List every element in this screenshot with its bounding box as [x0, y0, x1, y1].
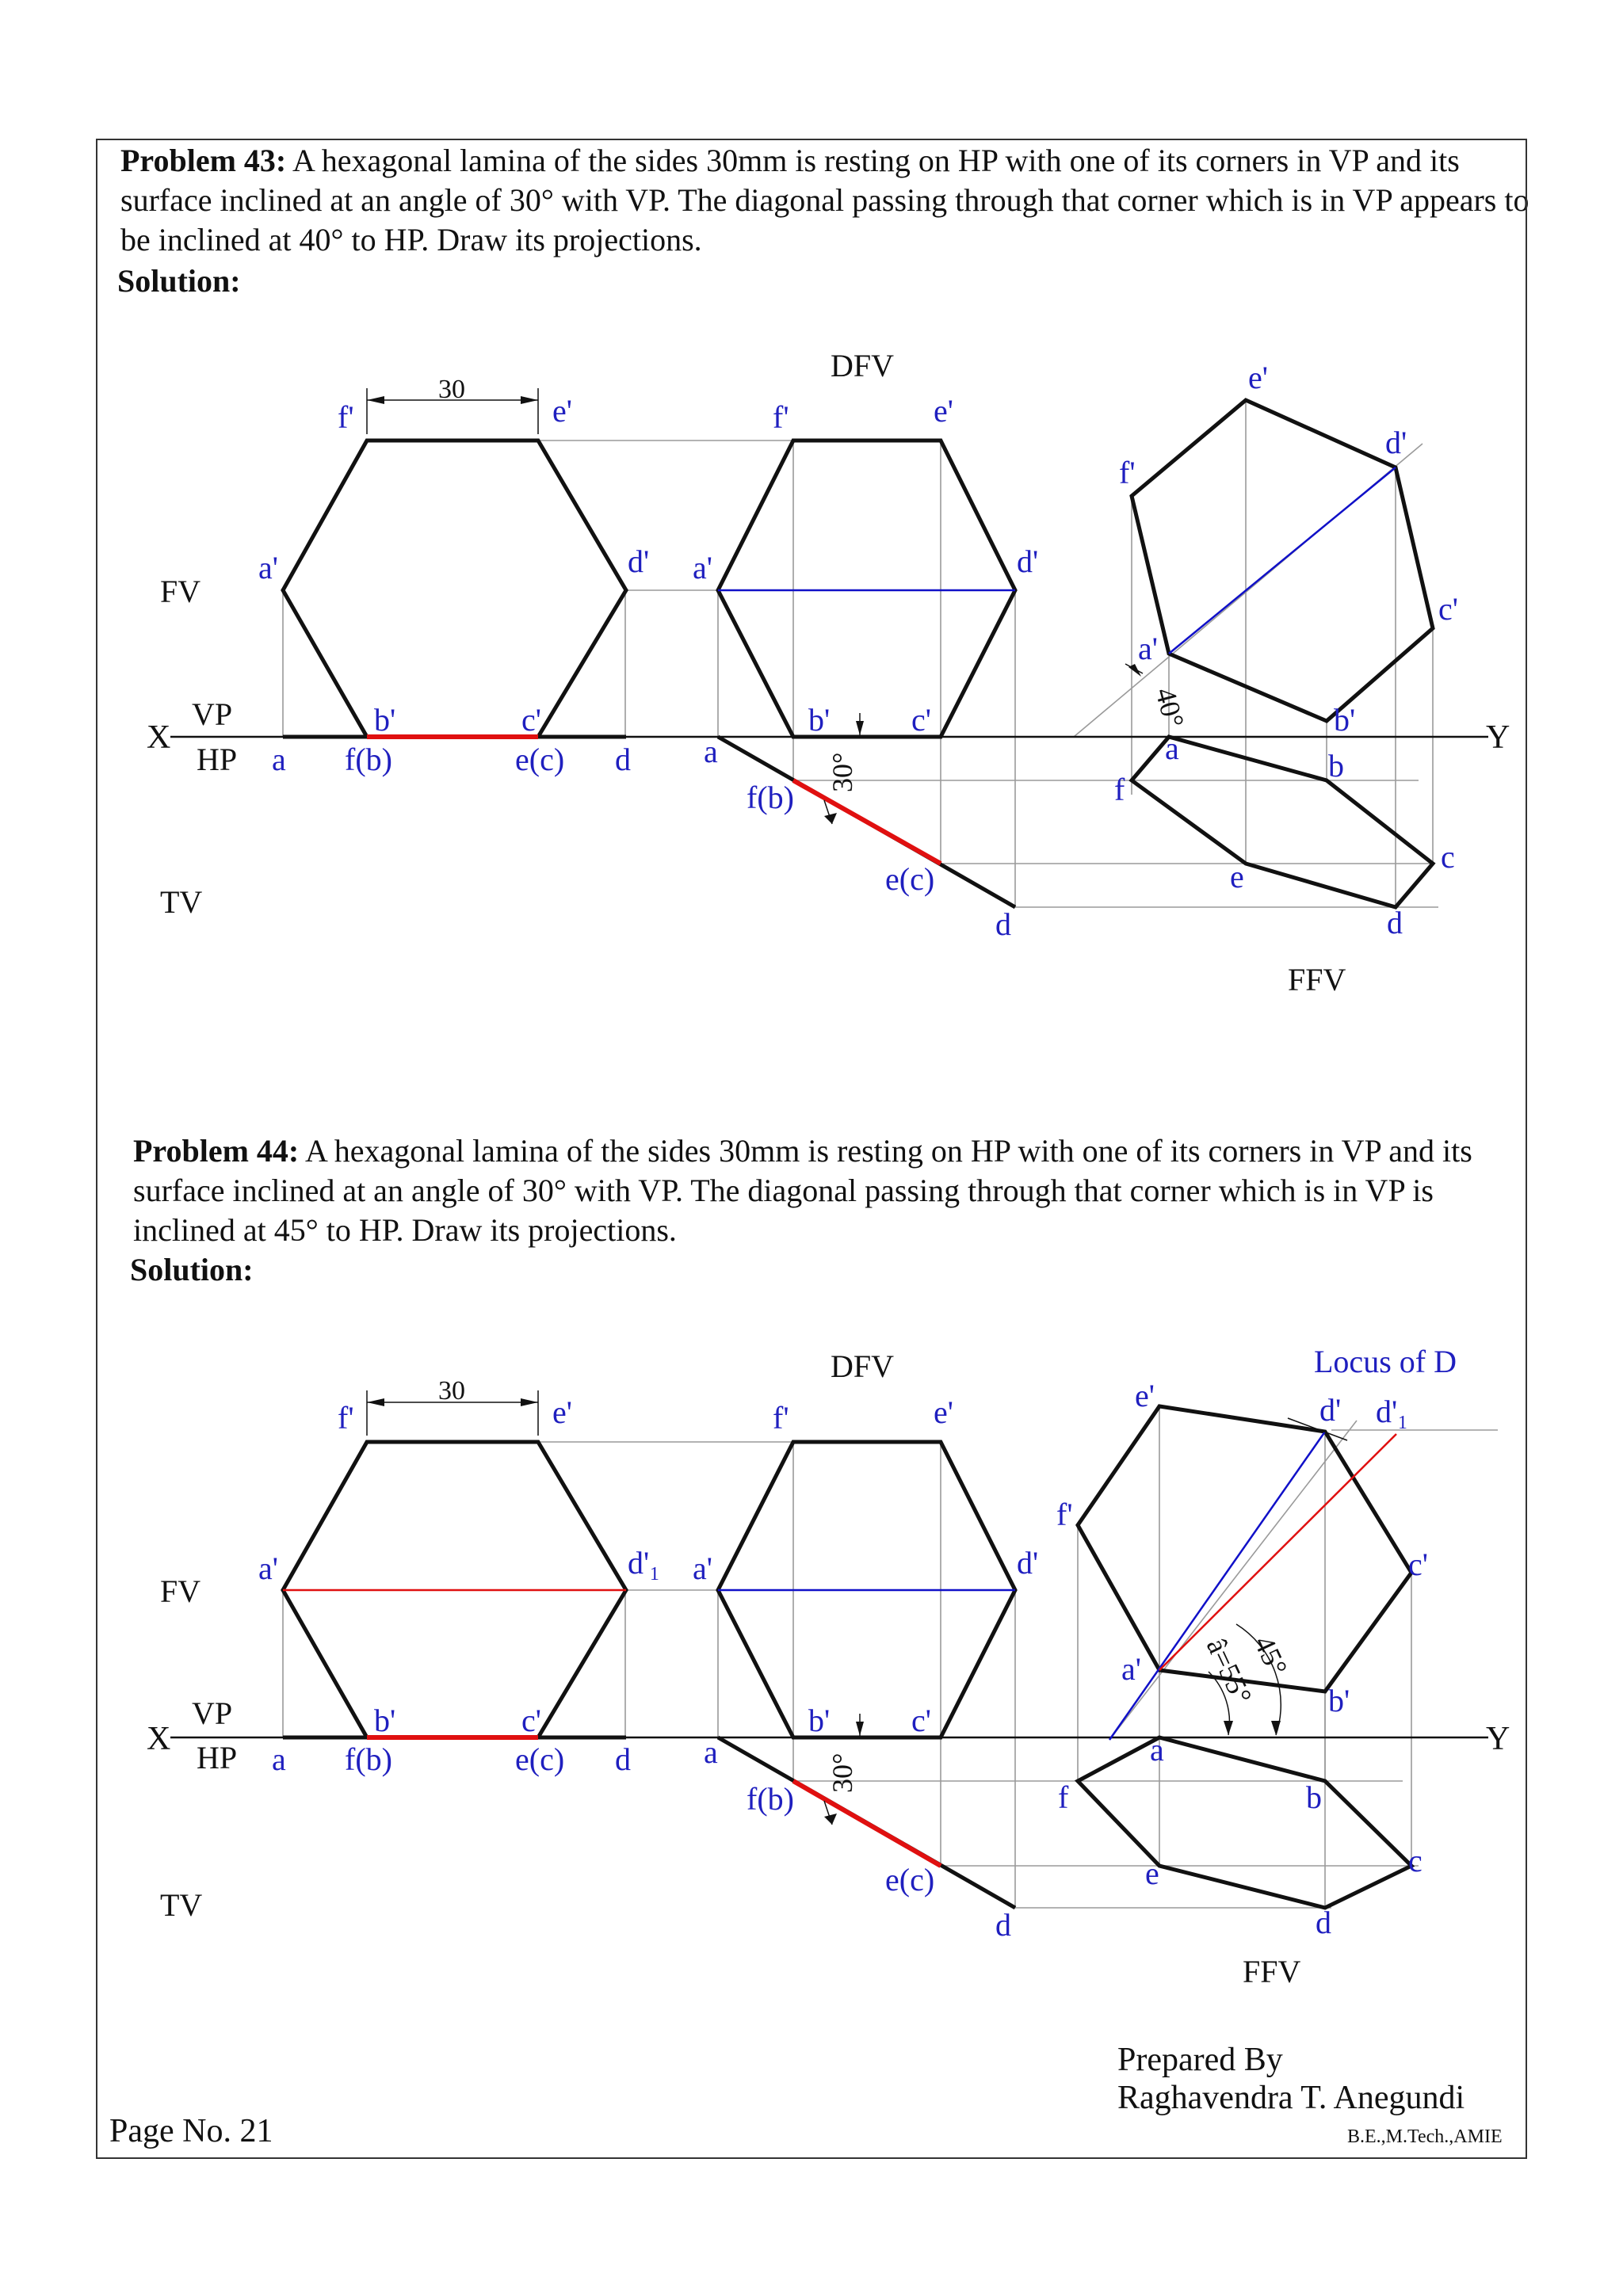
point-label: d [615, 742, 631, 777]
drawing-stroke [856, 1722, 864, 1736]
drawing-stroke [521, 1398, 538, 1406]
problem-43-text: A hexagonal lamina of the sides 30mm is resting on HP with one of its corners in VP and its surface inclined at an angle of 30° with VP. The diagonal passing through that corner which is in VP appears to be inclined at 40° to HP. Draw its projections. [120, 143, 1529, 257]
point-label: e(c) [515, 742, 565, 777]
problem-43-solution-label: Solution: [117, 263, 241, 299]
point-label: c' [911, 1703, 931, 1738]
point-label: e' [1135, 1378, 1155, 1413]
point-label: b' [374, 702, 396, 738]
point-label: f' [338, 399, 354, 435]
point-label: d' [1319, 1392, 1342, 1428]
p44-x-label: X [147, 1721, 171, 1757]
point-label: e' [934, 393, 953, 429]
point-label: a' [1121, 1651, 1141, 1687]
point-label: d'₁ [628, 1545, 661, 1581]
point-label: c' [1438, 591, 1458, 627]
point-label: a' [258, 1550, 278, 1586]
p44-ffv-label: FFV [1243, 1954, 1301, 1989]
point-label: b' [1328, 1683, 1350, 1718]
point-label: e(c) [885, 861, 935, 897]
problem-43-drawing [147, 348, 1510, 997]
problem-44-heading: Problem 44: [133, 1133, 300, 1169]
point-label: a' [1138, 631, 1158, 666]
p43-tv-label: TV [160, 884, 203, 920]
p44-fv-label: FV [160, 1573, 201, 1609]
p43-dim-label: 30 [438, 375, 465, 404]
point-label: f(b) [345, 1741, 392, 1777]
point-label: a' [693, 1550, 712, 1586]
p43-labels [147, 348, 1510, 997]
drawing-stroke [1224, 1721, 1233, 1735]
prepared-by-label: Prepared By [1117, 2042, 1283, 2078]
point-label: e' [934, 1394, 953, 1430]
problem-44-solution-label: Solution: [130, 1252, 254, 1287]
p44-final-fv-hexagon [1078, 1406, 1411, 1691]
point-label: b [1306, 1779, 1322, 1815]
p44-point-labels [258, 1378, 1428, 1943]
p43-hp-label: HP [197, 742, 238, 777]
p44-dfv-label: DFV [831, 1348, 895, 1384]
point-label: f [1058, 1779, 1069, 1815]
point-label: f' [338, 1400, 354, 1436]
p43-dfv-label: DFV [831, 348, 895, 383]
point-label: a [1165, 730, 1179, 766]
point-label: a' [258, 550, 278, 585]
drawing-stroke [856, 721, 864, 735]
point-label: e [1230, 859, 1244, 894]
p43-tv-red-segment [793, 780, 941, 864]
drawing-stroke [367, 1398, 384, 1406]
point-label: c' [521, 702, 541, 738]
point-label: d [1316, 1905, 1331, 1940]
point-label: d [1387, 905, 1403, 940]
drawing-stroke [521, 396, 538, 404]
point-label: f' [1119, 455, 1136, 490]
point-label: e' [552, 393, 572, 429]
author-name: Raghavendra T. Anegundi [1117, 2080, 1465, 2116]
point-label: e' [552, 1394, 572, 1430]
point-label: a [704, 1734, 718, 1770]
p43-incl-angle: 30° [827, 752, 858, 792]
point-label: d' [628, 543, 650, 579]
p44-app-angle: â=55° [1200, 1633, 1258, 1709]
p44-hp-label: HP [197, 1740, 238, 1775]
point-label: c [1408, 1843, 1423, 1878]
point-label: f(b) [747, 780, 794, 815]
drawing-stroke [824, 1814, 837, 1825]
point-label: f [1114, 772, 1125, 807]
p44-apparent-diagonal [1109, 1432, 1325, 1740]
point-label: a [704, 734, 718, 769]
point-label: b' [374, 1703, 396, 1738]
point-label: d'₁ [1376, 1394, 1409, 1429]
point-label: f' [1056, 1497, 1073, 1532]
point-label: f(b) [345, 742, 392, 777]
point-label: f' [773, 1400, 789, 1436]
point-label: b' [808, 1703, 831, 1738]
p44-tv-red-segment [793, 1781, 941, 1866]
problem-43-heading: Problem 43: [120, 143, 287, 178]
p43-fv-label: FV [160, 574, 201, 609]
point-label: a' [693, 550, 712, 585]
point-label: c' [1408, 1547, 1428, 1582]
p44-vp-label: VP [192, 1695, 233, 1731]
p43-diag-angle: 40° [1149, 684, 1190, 731]
point-label: e [1145, 1855, 1159, 1891]
p44-tv-label: TV [160, 1887, 203, 1923]
p43-y-label: Y [1486, 719, 1510, 756]
p43-construction-lines [283, 400, 1438, 907]
p43-final-diagonal [1169, 467, 1396, 654]
point-label: e(c) [515, 1741, 565, 1777]
point-label: a [1150, 1732, 1164, 1768]
point-label: b [1328, 748, 1344, 784]
p44-y-label: Y [1486, 1721, 1510, 1757]
p44-dim-label: 30 [438, 1376, 465, 1405]
p44-locus-label: Locus of D [1314, 1344, 1457, 1379]
drawing-stroke [824, 813, 837, 824]
point-label: d' [1017, 1545, 1039, 1581]
point-label: f(b) [747, 1781, 794, 1817]
problem-44-drawing [147, 1344, 1510, 1989]
author-qualifications: B.E.,M.Tech.,AMIE [1347, 2126, 1503, 2147]
problem-44-text: A hexagonal lamina of the sides 30mm is resting on HP with one of its corners in VP and its surface inclined at an angle of 30° with VP. The diagonal passing through that corner which is in VP is inclined at 45° to HP. Draw its projections. [133, 1133, 1472, 1248]
point-label: d' [1017, 543, 1039, 579]
point-label: c' [521, 1703, 541, 1738]
p44-construction-lines [283, 1406, 1498, 1908]
point-label: b' [808, 702, 831, 738]
p44-incl-angle: 30° [827, 1753, 858, 1793]
point-label: d [615, 1741, 631, 1777]
point-label: b' [1334, 702, 1356, 738]
p44-true-angle: 45° [1247, 1630, 1294, 1681]
point-label: c [1441, 839, 1455, 875]
point-label: e' [1248, 360, 1268, 395]
point-label: a [272, 1741, 286, 1777]
point-label: d' [1385, 425, 1407, 460]
p43-ffv-label: FFV [1288, 962, 1346, 997]
page-number: Page No. 21 [109, 2113, 273, 2149]
point-label: f' [773, 399, 789, 435]
point-label: a [272, 742, 286, 777]
point-label: d [995, 906, 1011, 942]
drawing-stroke [367, 396, 384, 404]
point-label: d [995, 1907, 1011, 1943]
point-label: e(c) [885, 1862, 935, 1897]
p43-x-label: X [147, 719, 171, 756]
p43-fv-hexagon [283, 441, 626, 737]
drawing-stroke [1271, 1721, 1281, 1735]
p43-dfv-hexagon [718, 441, 1015, 737]
p43-point-labels [258, 360, 1458, 942]
p43-vp-label: VP [192, 696, 233, 732]
p44-ffv-hexagon [1078, 1737, 1411, 1908]
point-label: c' [911, 702, 931, 738]
